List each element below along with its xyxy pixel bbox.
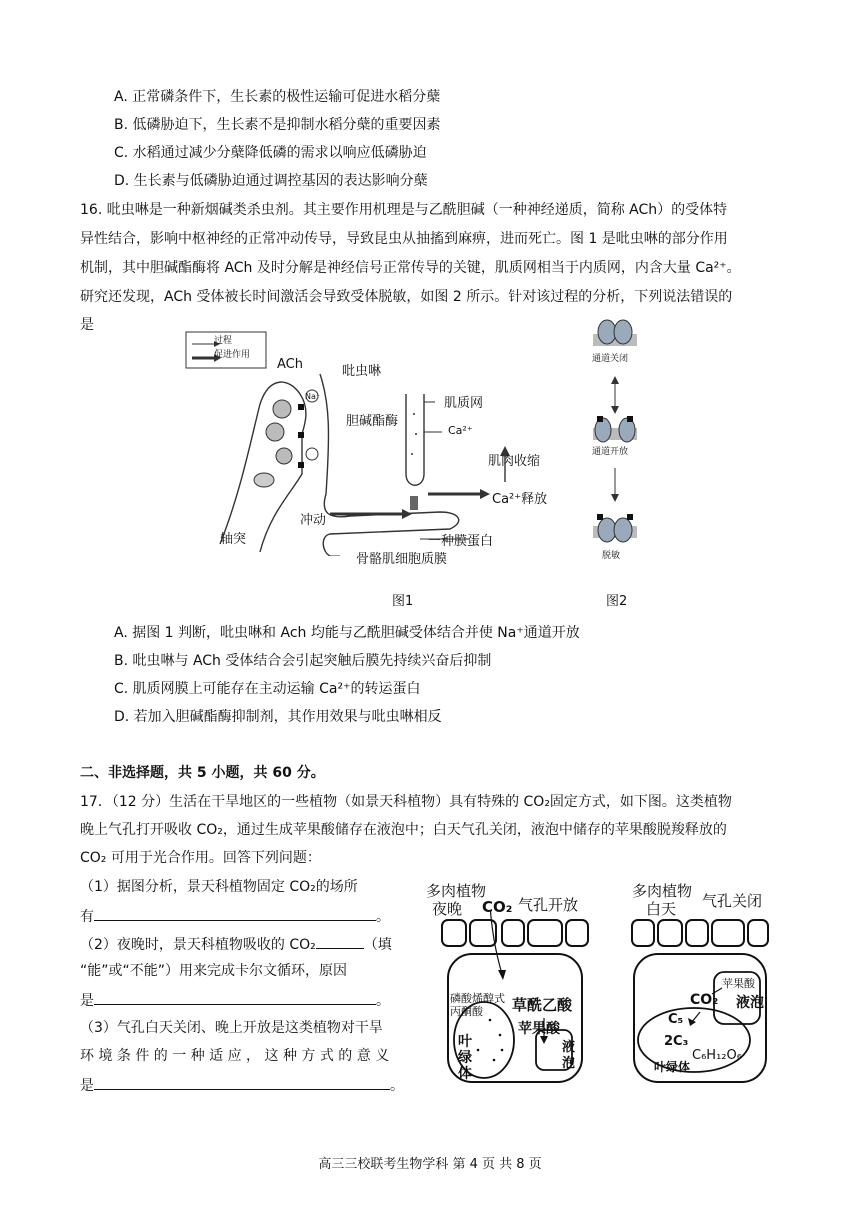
desensitized-label: 脱敏: [602, 551, 621, 561]
night-co2-label: CO₂: [482, 898, 513, 916]
section-2-heading: 二、非选择题，共 5 小题，共 60 分。: [80, 765, 325, 781]
prev-option-c: C. 水稻通过减少分蘖降低磷的需求以响应低磷胁迫: [114, 145, 427, 161]
ach-label: ACh: [277, 357, 303, 372]
day-title-1: 多肉植物: [632, 882, 693, 900]
day-co2-label: CO₂: [690, 992, 719, 1008]
axon-label: 轴突: [220, 532, 247, 547]
q16-option-c: C. 肌质网膜上可能存在主动运输 Ca²⁺的转运蛋白: [114, 681, 421, 697]
day-stoma-label: 气孔关闭: [702, 892, 763, 910]
answer-blank-3[interactable]: [94, 1073, 390, 1090]
q17-sub1-line1: （1）据图分析，景天科植物固定 CO₂的场所: [80, 879, 358, 895]
legend-promote-label: 促进作用: [214, 350, 251, 360]
q16-line-1: 16. 吡虫啉是一种新烟碱类杀虫剂。其主要作用机理是与乙酰胆碱（一种神经递质，简称 ACh）的受体特: [80, 202, 728, 218]
ca-release-label: Ca²⁺释放: [492, 492, 548, 507]
q16-option-b: B. 吡虫啉与 ACh 受体结合会引起突触后膜先持续兴奋后抑制: [114, 653, 492, 669]
prev-option-d: D. 生长素与低磷胁迫通过调控基因的表达影响分蘖: [114, 173, 428, 189]
night-chloroplast-label: 叶绿体: [458, 1034, 472, 1082]
membrane-protein-label: 一种膜蛋白: [428, 534, 494, 549]
page-footer: 高三三校联考生物学科 第 4 页 共 8 页: [318, 1157, 542, 1172]
q16-line-2: 异性结合，影响中枢神经的正常冲动传导，导致昆虫从抽搐到麻痹，进而死亡。图 1 是吡虫啉的部分作用: [80, 231, 728, 247]
q17-intro-1: 17．（12 分）生活在干旱地区的一些植物（如景天科植物）具有特殊的 CO₂固定方式，如下图。这类植物: [80, 794, 732, 810]
day-vacuole-label: 液泡: [736, 995, 764, 1011]
q17-sub1-line2: 有 。: [80, 904, 400, 928]
channel-closed-label: 通道关闭: [592, 354, 629, 364]
answer-blank-1[interactable]: [94, 904, 376, 921]
night-stoma-label: 气孔开放: [518, 896, 579, 914]
night-malate-label: 苹果酸: [518, 1021, 560, 1037]
day-malate-label: 苹果酸: [722, 977, 755, 990]
channel-open-label: 通道开放: [592, 447, 629, 457]
na-label: Na⁺: [305, 392, 321, 401]
q17-intro-2: 晚上气孔打开吸收 CO₂，通过生成苹果酸储存在液泡中；白天气孔关闭，液泡中储存的苹果酸脱羧释放的: [80, 822, 727, 838]
answer-blank-2b[interactable]: [94, 988, 376, 1005]
c5-label: C₅: [668, 1012, 684, 1027]
night-title-1: 多肉植物: [426, 882, 487, 900]
q17-sub2-line1: （2）夜晚时，景天科植物吸收的 CO₂ （填: [80, 932, 410, 956]
legend-process-label: 过程: [214, 336, 233, 346]
sarcoplasmic-reticulum-label: 肌质网: [444, 396, 484, 411]
cholinesterase-label: 胆碱酯酶: [346, 414, 399, 429]
figure-2-caption: 图2: [606, 594, 628, 609]
c3-label: 2C₃: [664, 1034, 689, 1049]
answer-blank-2a[interactable]: [316, 932, 364, 949]
q17-sub3-line2: 环 境 条 件 的 一 种 适 应 ， 这 种 方 式 的 意 义: [80, 1048, 390, 1064]
day-chloroplast-label: 叶绿体: [654, 1060, 691, 1074]
prev-option-a: A. 正常磷条件下，生长素的极性运输可促进水稻分蘖: [114, 89, 441, 105]
q16-line-4: 研究还发现，ACh 受体被长时间激活会导致受体脱敏，如图 2 所示。针对该过程的分析，下列说法错误的: [80, 289, 733, 305]
q17-sub3-line3: 是 。: [80, 1073, 410, 1097]
glucose-label: C₆H₁₂O₆: [692, 1048, 742, 1063]
q17-intro-3: CO₂ 可用于光合作用。回答下列问题：: [80, 850, 321, 866]
q17-sub3-line1: （3）气孔白天关闭、晚上开放是这类植物对干旱: [80, 1020, 383, 1036]
ca-label: Ca²⁺: [448, 424, 473, 437]
q16-line-3: 机制，其中胆碱酯酶将 ACh 及时分解是神经信号正常传导的关键，肌质网相当于内质网，内含大量 Ca²⁺。: [80, 260, 741, 276]
q17-sub2-line2: “能”或“不能”）用来完成卡尔文循环，原因: [80, 963, 348, 979]
figure-1-caption: 图1: [392, 594, 414, 609]
q16-option-a: A. 据图 1 判断，吡虫啉和 Ach 均能与乙酰胆碱受体结合并使 Na⁺通道开放: [114, 625, 580, 641]
night-title-2: 夜晚: [432, 900, 463, 918]
impulse-label: 冲动: [300, 513, 327, 528]
prev-option-b: B. 低磷胁迫下，生长素不是抑制水稻分蘖的重要因素: [114, 117, 441, 133]
night-vacuole-label: 液泡: [562, 1040, 576, 1071]
imidacloprid-label: 吡虫啉: [342, 364, 382, 379]
muscle-membrane-label: 骨骼肌细胞质膜: [356, 552, 448, 567]
day-title-2: 白天: [646, 900, 677, 918]
pep-label: 磷酸烯醇式丙酮酸: [450, 992, 505, 1018]
oaa-label: 草酰乙酸: [512, 996, 573, 1014]
q16-option-d: D. 若加入胆碱酯酶抑制剂，其作用效果与吡虫啉相反: [114, 709, 442, 725]
q17-sub2-line3: 是 。: [80, 988, 400, 1012]
muscle-contraction-label: 肌肉收缩: [488, 454, 541, 469]
q16-line-5: 是: [80, 317, 94, 333]
